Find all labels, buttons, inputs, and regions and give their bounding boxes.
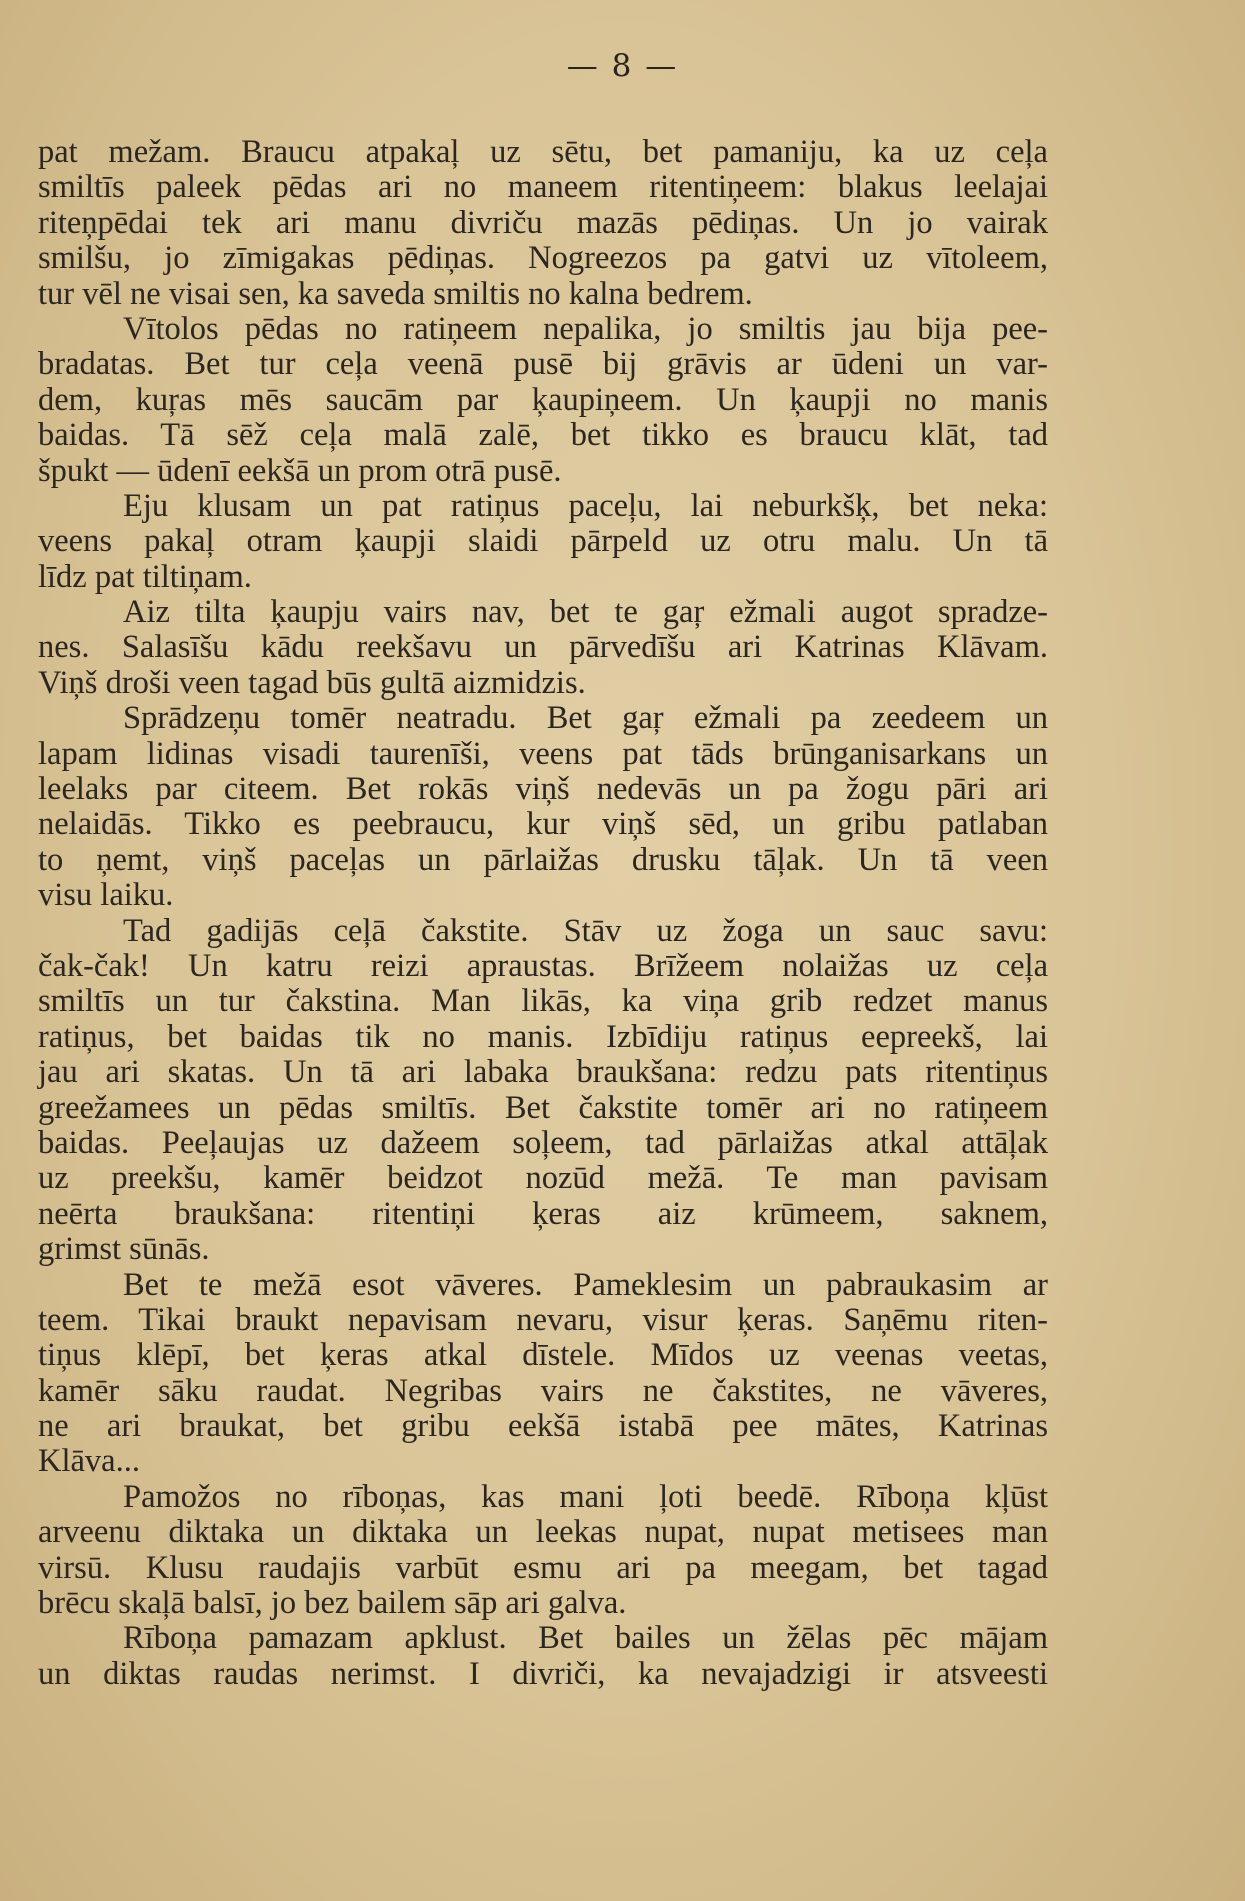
text-line: bradatas. Bet tur ceļa veenā pusē bij grāvis ar ūdeni un var- <box>38 346 1048 383</box>
text-line: čak-čak! Un katru reizi apraustas. Brīžeem nolaižas uz ceļa <box>38 947 1048 984</box>
text-line: veens pakaļ otram ķaupji slaidi pārpeld uz otru malu. Un tā <box>38 523 1048 560</box>
text-line: visu laiku. <box>38 877 174 914</box>
text-line: virsū. Klusu raudajis varbūt esmu ari pa meegam, bet tagad <box>38 1549 1048 1586</box>
text-line: nelaidās. Tikko es peebraucu, kur viņš sēd, un gribu patlaban <box>38 806 1048 843</box>
body-text <box>38 135 1048 1692</box>
text-line: kamēr sāku raudat. Negribas vairs ne čakstites, ne vāveres, <box>38 1372 1048 1409</box>
text-line: Bet te mežā esot vāveres. Pameklesim un pabraukasim ar <box>123 1266 1048 1303</box>
text-line: baidas. Peeļaujas uz dažeem soļeem, tad pārlaižas atkal attāļak <box>38 1124 1048 1161</box>
page-number: — 8 — <box>566 48 679 84</box>
text-line: smilšu, jo zīmigakas pēdiņas. Nogreezos pa gatvi uz vītoleem, <box>38 240 1048 277</box>
text-line: neērta braukšana: ritentiņi ķeras aiz krūmeem, saknem, <box>38 1195 1048 1232</box>
text-line: līdz pat tiltiņam. <box>38 558 252 595</box>
text-line: ratiņus, bet baidas tik no manis. Izbīdiju ratiņus eepreekš, lai <box>38 1018 1048 1055</box>
text-line: Rīboņa pamazam apklust. Bet bailes un žēlas pēc mājam <box>123 1620 1048 1657</box>
text-line: tur vēl ne visai sen, ka saveda smiltis no kalna bedrem. <box>38 275 753 312</box>
text-line: Aiz tilta ķaupju vairs nav, bet te gaŗ ežmali augot spradze- <box>123 594 1048 631</box>
text-line: smiltīs un tur čakstina. Man likās, ka viņa grib redzet manus <box>38 983 1048 1020</box>
text-line: pat mežam. Braucu atpakaļ uz sētu, bet pamaniju, ka uz ceļa <box>38 134 1048 170</box>
text-line: tiņus klēpī, bet ķeras atkal dīstele. Mīdos uz veenas veetas, <box>38 1337 1048 1374</box>
text-line: špukt — ūdenī eekšā un prom otrā pusē. <box>38 452 562 489</box>
text-line: brēcu skaļā balsī, jo bez bailem sāp ari galva. <box>38 1585 627 1622</box>
text-line: Sprādzeņu tomēr neatradu. Bet gaŗ ežmali pa zeedeem un <box>123 700 1048 737</box>
text-line: un diktas raudas nerimst. I divriči, ka nevajadzigi ir atsveesti <box>38 1655 1048 1692</box>
text-line: teem. Tikai braukt nepavisam nevaru, visur ķeras. Saņēmu riten- <box>38 1301 1048 1338</box>
text-line: jau ari skatas. Un tā ari labaka braukšana: redzu pats ritentiņus <box>38 1054 1048 1091</box>
text-line: ne ari braukat, bet gribu eekšā istabā pee mātes, Katrinas <box>38 1408 1048 1445</box>
text-line: lapam lidinas visadi taurenīši, veens pat tāds brūnganisarkans un <box>38 735 1048 772</box>
text-line: nes. Salasīšu kādu reekšavu un pārvedīšu ari Katrinas Klāvam. <box>38 629 1048 666</box>
text-line: to ņemt, viņš paceļas un pārlaižas drusku tāļak. Un tā veen <box>38 841 1048 878</box>
text-line: grimst sūnās. <box>38 1231 210 1268</box>
text-line: Vītolos pēdas no ratiņeem nepalika, jo smiltis jau bija pee- <box>123 310 1048 347</box>
text-line: baidas. Tā sēž ceļa malā zalē, bet tikko es braucu klāt, tad <box>38 417 1048 454</box>
text-line: leelaks par citeem. Bet rokās viņš nedevās un pa žogu pāri ari <box>38 771 1048 808</box>
text-line: smiltīs paleek pēdas ari no maneem ritentiņeem: blakus leelajai <box>38 169 1048 206</box>
text-line: Klāva... <box>38 1443 140 1480</box>
text-line: Viņš droši veen tagad būs gultā aizmidzis. <box>38 664 586 701</box>
text-line: dem, kuŗas mēs saucām par ķaupiņeem. Un ķaupji no manis <box>38 381 1048 418</box>
text-line: Tad gadijās ceļā čakstite. Stāv uz žoga un sauc savu: <box>123 912 1048 949</box>
text-line: riteņpēdai tek ari manu divriču mazās pēdiņas. Un jo vairak <box>38 204 1048 241</box>
text-line: Eju klusam un pat ratiņus paceļu, lai neburkšķ, bet neka: <box>123 487 1048 524</box>
text-line: Pamožos no rīboņas, kas mani ļoti beedē. Rīboņa kļūst <box>123 1478 1048 1515</box>
text-line: greežamees un pēdas smiltīs. Bet čakstite tomēr ari no ratiņeem <box>38 1089 1048 1126</box>
text-line: arveenu diktaka un diktaka un leekas nupat, nupat metisees man <box>38 1514 1048 1551</box>
text-line: uz preekšu, kamēr beidzot nozūd mežā. Te man pavisam <box>38 1160 1048 1197</box>
